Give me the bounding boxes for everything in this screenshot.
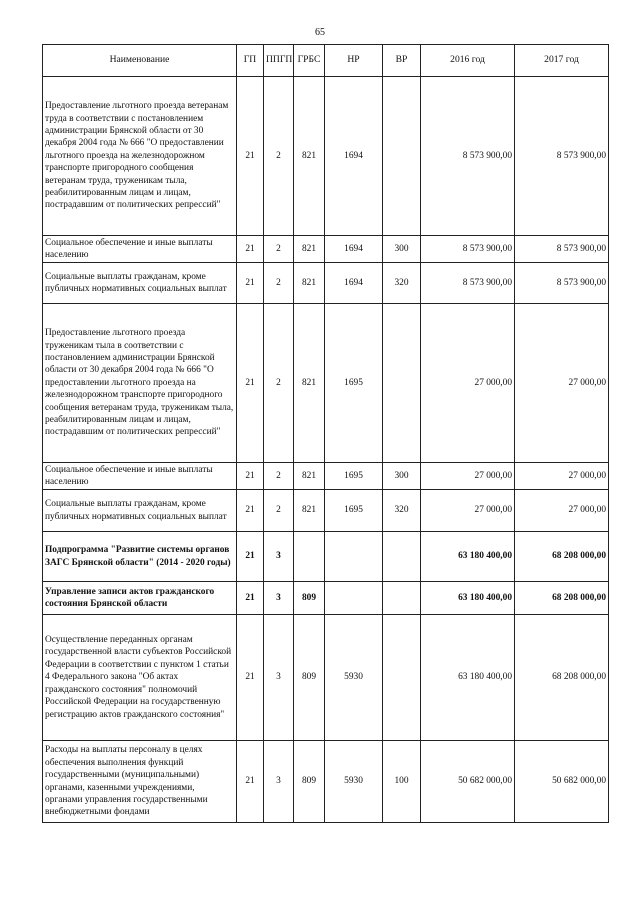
cell-gp: 21 [237, 532, 264, 582]
cell-2016: 63 180 400,00 [421, 615, 515, 741]
cell-grbs: 821 [294, 490, 325, 532]
table-row [43, 304, 609, 463]
cell-nr: 1694 [325, 263, 383, 304]
cell-ppgp: 2 [264, 263, 294, 304]
cell-nr: 1694 [325, 77, 383, 236]
cell-2016: 27 000,00 [421, 490, 515, 532]
cell-grbs: 809 [294, 741, 325, 823]
cell-name: Управление записи актов гражданского состояния Брянской области [43, 582, 237, 615]
cell-ppgp: 3 [264, 582, 294, 615]
cell-name: Социальное обеспечение и иные выплаты населению [43, 236, 237, 263]
cell-2017: 8 573 900,00 [515, 263, 609, 304]
cell-grbs: 809 [294, 615, 325, 741]
header-ppgp: ППГП [264, 45, 294, 77]
table-row [43, 532, 609, 582]
cell-grbs: 809 [294, 582, 325, 615]
cell-2017: 27 000,00 [515, 304, 609, 463]
cell-2017: 27 000,00 [515, 490, 609, 532]
cell-gp: 21 [237, 490, 264, 532]
cell-vr [383, 77, 421, 236]
cell-2017: 8 573 900,00 [515, 77, 609, 236]
header-grbs: ГРБС [294, 45, 325, 77]
cell-gp: 21 [237, 463, 264, 490]
cell-2017: 27 000,00 [515, 463, 609, 490]
table-row [43, 77, 609, 236]
cell-name: Подпрограмма "Развитие системы органов ЗАГС Брянской области" (2014 - 2020 годы) [43, 532, 237, 582]
cell-2016: 8 573 900,00 [421, 236, 515, 263]
cell-nr: 1695 [325, 304, 383, 463]
table-row [43, 615, 609, 741]
cell-ppgp: 2 [264, 490, 294, 532]
cell-ppgp: 3 [264, 532, 294, 582]
header-2017: 2017 год [515, 45, 609, 77]
budget-table [42, 44, 609, 823]
cell-grbs: 821 [294, 463, 325, 490]
cell-nr [325, 582, 383, 615]
cell-vr: 300 [383, 236, 421, 263]
cell-2017: 68 208 000,00 [515, 532, 609, 582]
header-vr: ВР [383, 45, 421, 77]
cell-2016: 8 573 900,00 [421, 77, 515, 236]
cell-2016: 27 000,00 [421, 463, 515, 490]
cell-ppgp: 2 [264, 304, 294, 463]
header-name: Наименование [43, 45, 237, 77]
cell-name: Расходы на выплаты персоналу в целях обеспечения выполнения функций государственными (муниципальными) органами, казенными учреждениями, органами управления государственными внебюджетными фондами [43, 741, 237, 823]
cell-2017: 50 682 000,00 [515, 741, 609, 823]
table-header-row [43, 45, 609, 77]
cell-gp: 21 [237, 304, 264, 463]
cell-vr: 320 [383, 263, 421, 304]
cell-nr: 1695 [325, 463, 383, 490]
table-row [43, 741, 609, 823]
cell-vr [383, 582, 421, 615]
cell-gp: 21 [237, 236, 264, 263]
header-nr: НР [325, 45, 383, 77]
cell-nr [325, 532, 383, 582]
table-row [43, 263, 609, 304]
cell-gp: 21 [237, 615, 264, 741]
cell-vr [383, 615, 421, 741]
cell-vr: 100 [383, 741, 421, 823]
table-row [43, 582, 609, 615]
cell-gp: 21 [237, 263, 264, 304]
table-row [43, 236, 609, 263]
cell-ppgp: 3 [264, 741, 294, 823]
cell-2017: 8 573 900,00 [515, 236, 609, 263]
cell-ppgp: 2 [264, 77, 294, 236]
header-2016: 2016 год [421, 45, 515, 77]
cell-2017: 68 208 000,00 [515, 582, 609, 615]
cell-vr: 320 [383, 490, 421, 532]
cell-grbs [294, 532, 325, 582]
cell-2016: 63 180 400,00 [421, 582, 515, 615]
table-row [43, 463, 609, 490]
cell-gp: 21 [237, 741, 264, 823]
cell-nr: 1694 [325, 236, 383, 263]
cell-ppgp: 3 [264, 615, 294, 741]
cell-vr [383, 532, 421, 582]
cell-2016: 27 000,00 [421, 304, 515, 463]
cell-vr [383, 304, 421, 463]
cell-ppgp: 2 [264, 463, 294, 490]
header-gp: ГП [237, 45, 264, 77]
cell-ppgp: 2 [264, 236, 294, 263]
cell-name: Социальное обеспечение и иные выплаты населению [43, 463, 237, 490]
cell-grbs: 821 [294, 236, 325, 263]
cell-name: Предоставление льготного проезда ветеранам труда в соответствии с постановлением администрации Брянской области от 30 декабря 2004 года № 666 "О предоставлении льготного проезда на железнодорожном транспорте пригородного сообщения ветеранам труда, труженикам тыла, реабилитированным лицам и лицам, пострадавшим от политических репрессий" [43, 77, 237, 236]
cell-vr: 300 [383, 463, 421, 490]
cell-gp: 21 [237, 77, 264, 236]
cell-grbs: 821 [294, 77, 325, 236]
cell-2016: 50 682 000,00 [421, 741, 515, 823]
page-number: 65 [315, 27, 325, 38]
cell-2016: 63 180 400,00 [421, 532, 515, 582]
cell-nr: 5930 [325, 741, 383, 823]
cell-gp: 21 [237, 582, 264, 615]
cell-name: Социальные выплаты гражданам, кроме публичных нормативных социальных выплат [43, 263, 237, 304]
cell-name: Осуществление переданных органам государственной власти субъектов Российской Федерации в соответствии с пунктом 1 статьи 4 Федерального закона "Об актах гражданского состояния" полномочий Российской Федерации на государственную регистрацию актов гражданского состояния" [43, 615, 237, 741]
cell-name: Социальные выплаты гражданам, кроме публичных нормативных социальных выплат [43, 490, 237, 532]
cell-nr: 1695 [325, 490, 383, 532]
cell-2017: 68 208 000,00 [515, 615, 609, 741]
cell-grbs: 821 [294, 304, 325, 463]
cell-nr: 5930 [325, 615, 383, 741]
cell-grbs: 821 [294, 263, 325, 304]
table-row [43, 490, 609, 532]
cell-2016: 8 573 900,00 [421, 263, 515, 304]
cell-name: Предоставление льготного проезда труженикам тыла в соответствии с постановлением администрации Брянской области от 30 декабря 2004 года № 666 "О предоставлении льготного проезда на железнодорожном транспорте пригородного сообщения ветеранам труда, труженикам тыла, реабилитированным лицам и лицам, пострадавшим от политических репрессий" [43, 304, 237, 463]
